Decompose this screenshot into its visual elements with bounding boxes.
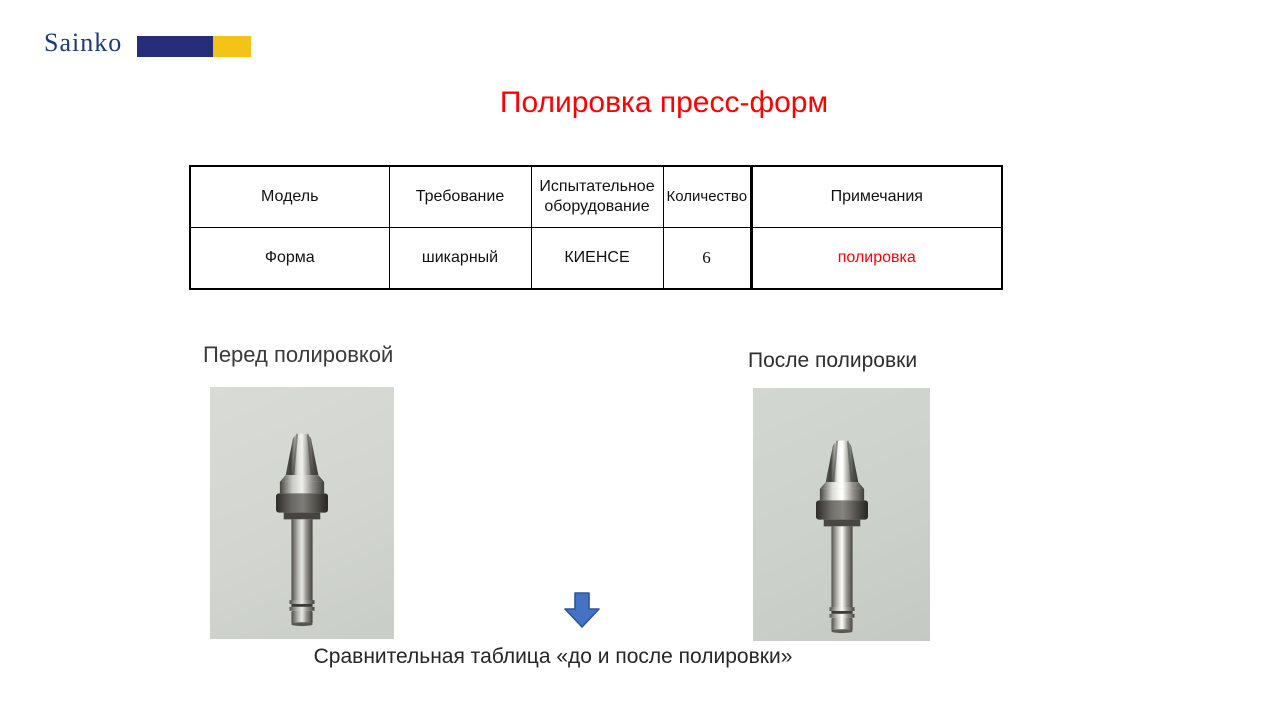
header-cell-quantity: Количество	[663, 166, 751, 228]
logo-yellow-bar	[213, 36, 251, 57]
company-logo-text: Sainko	[44, 28, 123, 57]
cell-equipment: КИЕНСЕ	[531, 228, 663, 290]
cell-requirement: шикарный	[389, 228, 531, 290]
table-data-row	[190, 228, 1002, 290]
cell-notes: полировка	[751, 228, 1002, 290]
header-cell-equipment: Испытательное оборудование	[531, 166, 663, 228]
before-photo	[210, 387, 394, 639]
header-cell-model: Модель	[190, 166, 389, 228]
cell-quantity: 6	[663, 228, 751, 290]
logo-navy-bar	[137, 36, 213, 57]
mold-pin-illustration	[803, 434, 881, 636]
comparison-caption: Сравнительная таблица «до и после полировки»	[313, 645, 793, 668]
spec-table	[189, 165, 1003, 290]
cell-model: Форма	[190, 228, 389, 290]
header-cell-requirement: Требование	[389, 166, 531, 228]
table-header-row	[190, 166, 1002, 228]
before-photo-label: Перед полировкой	[203, 342, 394, 367]
after-photo	[753, 388, 930, 641]
down-arrow-icon	[563, 592, 601, 629]
mold-pin-illustration	[263, 427, 341, 629]
after-photo-label: После полировки	[748, 349, 918, 372]
header-cell-notes: Примечания	[751, 166, 1002, 228]
slide-title: Полировка пресс-форм	[499, 86, 829, 119]
